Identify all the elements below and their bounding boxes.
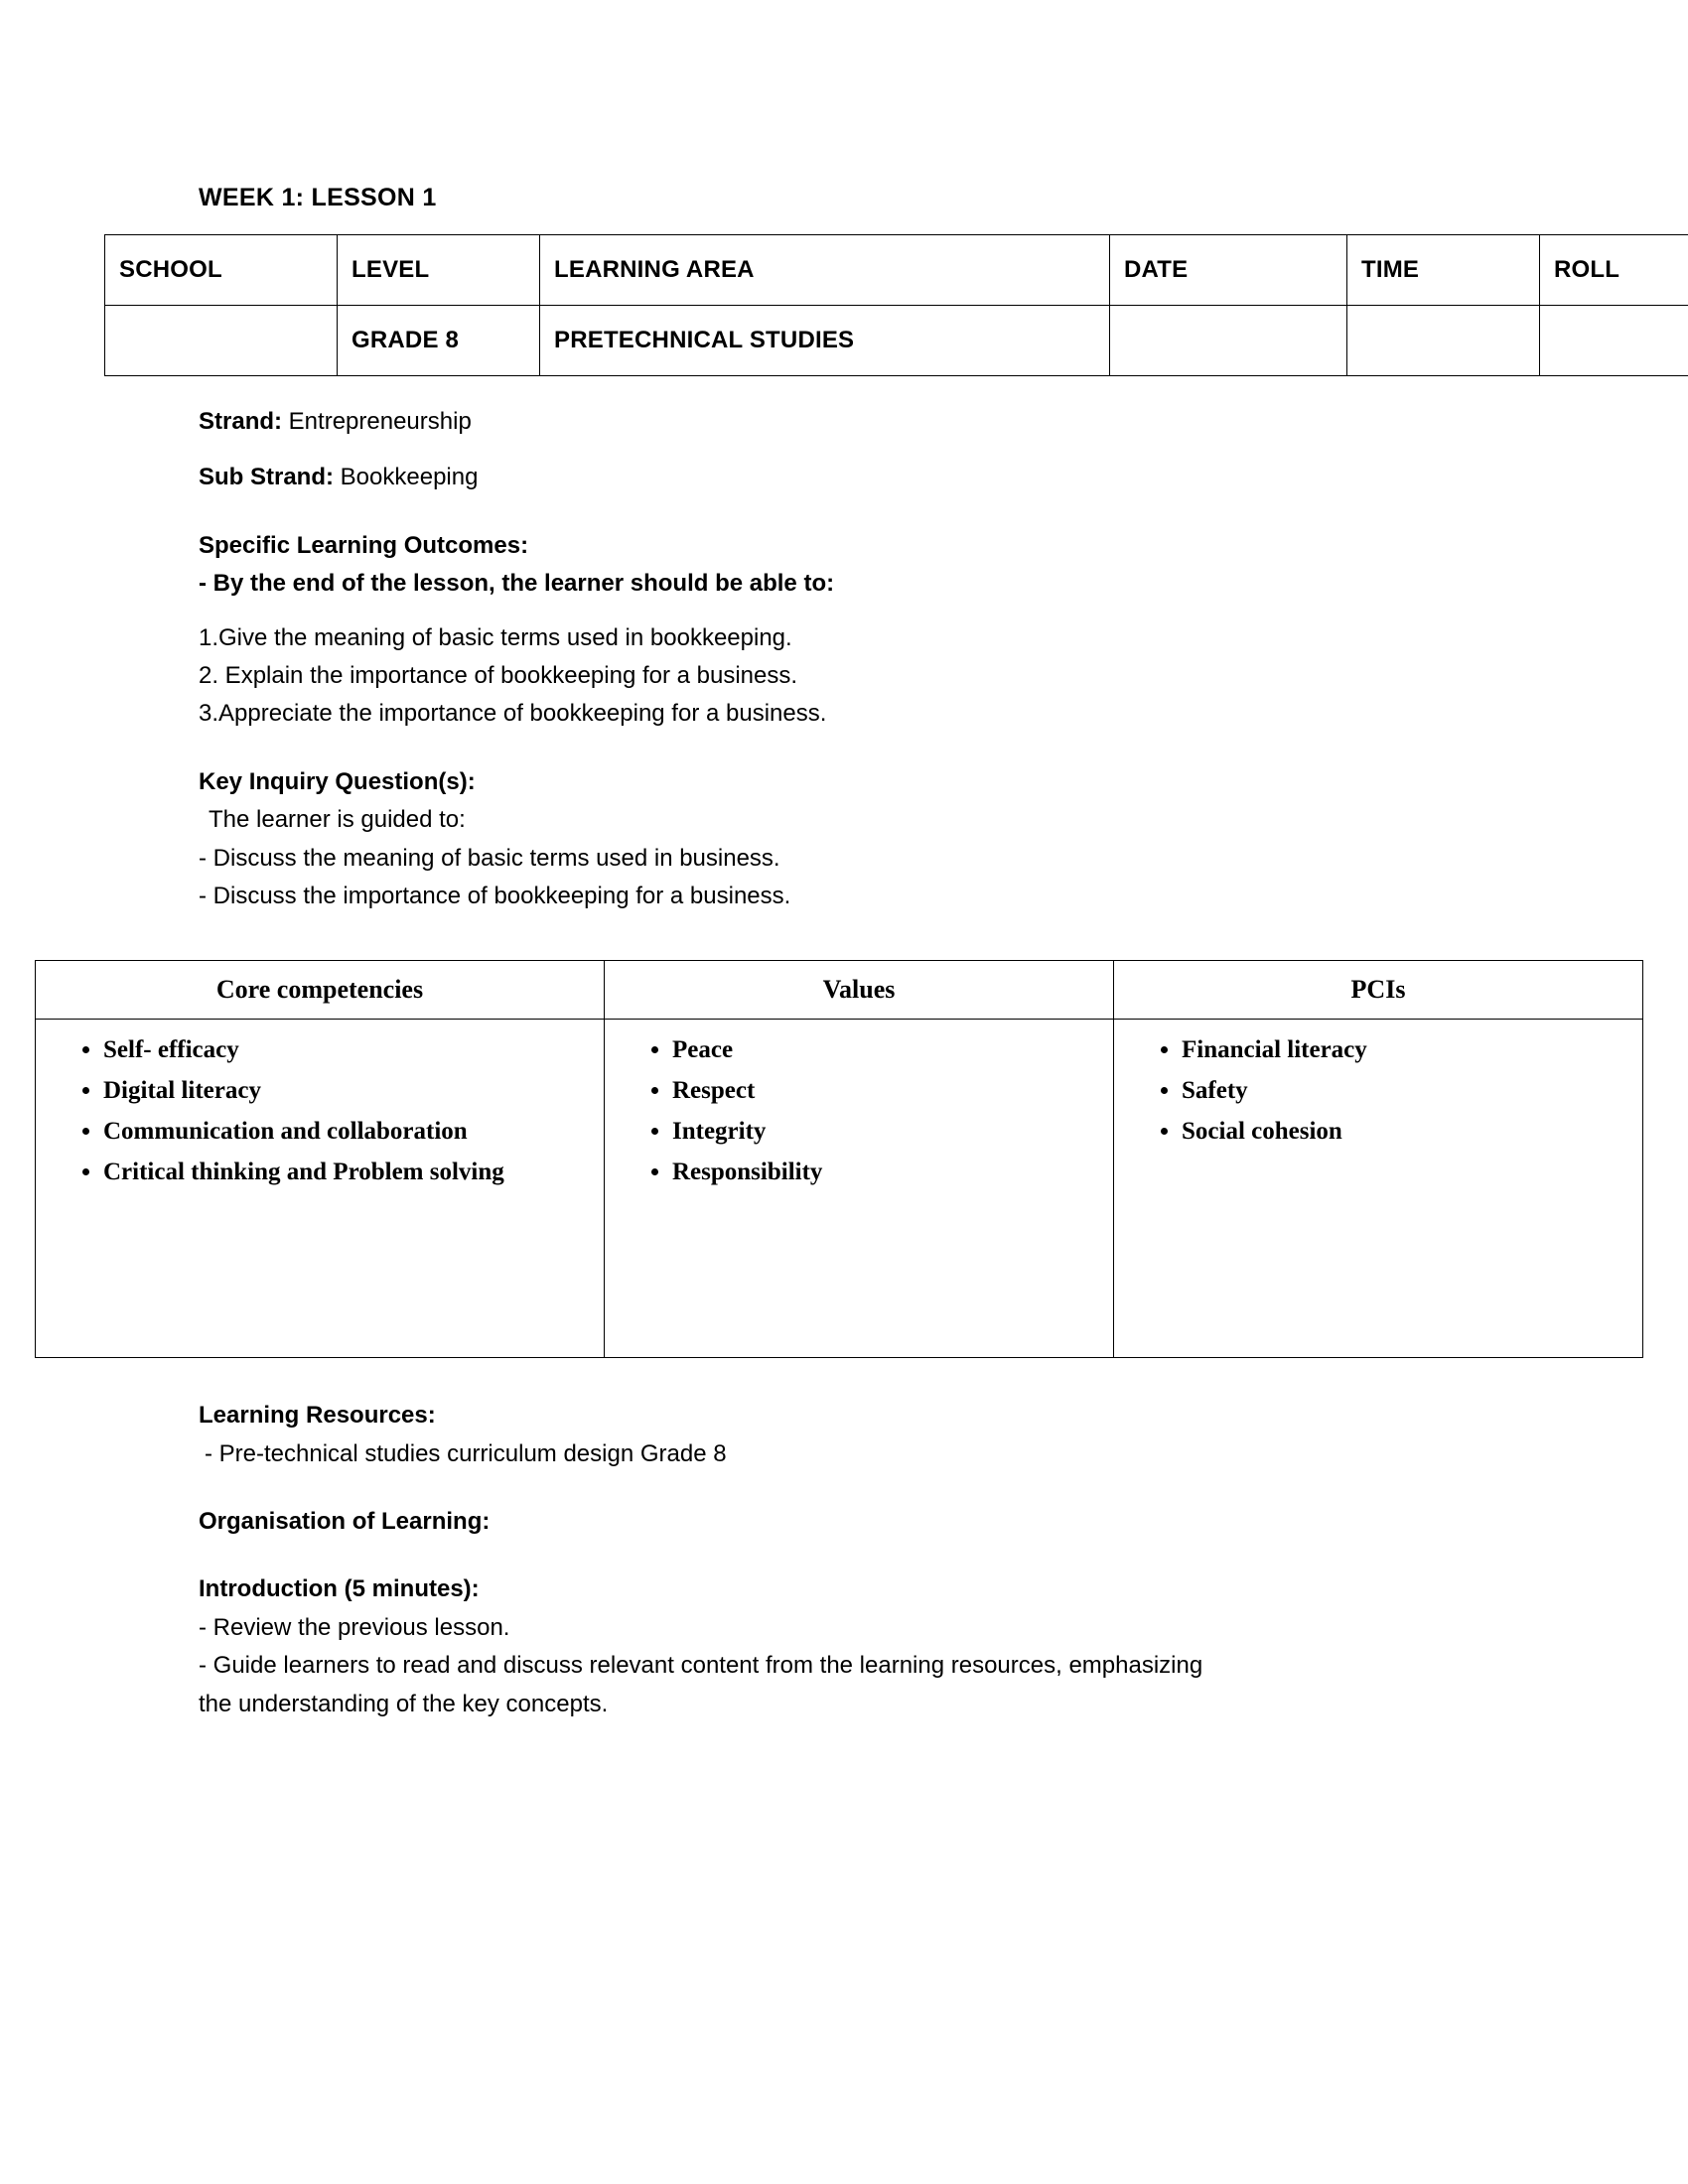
learning-resources-item: - Pre-technical studies curriculum design Grade 8 [205, 1439, 727, 1467]
outcome-item: 1.Give the meaning of basic terms used in bookkeeping. [199, 623, 792, 651]
list-item: • Integrity [672, 1115, 1000, 1149]
inquiry-item: - Discuss the meaning of basic terms used in business. [199, 844, 780, 872]
list-item: • Self- efficacy [103, 1033, 520, 1067]
header-pcis: PCIs [1114, 961, 1643, 1020]
header-values: Values [605, 961, 1114, 1020]
core-competencies-list [46, 1033, 594, 1188]
learning-resources-title: Learning Resources: [199, 1402, 436, 1430]
sub-strand-value: Bookkeeping [340, 464, 479, 491]
introduction-item: - Guide learners to read and discuss relevant content from the learning resources, emphasizing [199, 1652, 1203, 1680]
lesson-info-table [104, 234, 1688, 376]
list-item: • Critical thinking and Problem solving [103, 1156, 520, 1189]
list-item: • Digital literacy [103, 1074, 520, 1108]
value-learning-area: PRETECHNICAL STUDIES [540, 306, 1110, 376]
outcomes-title: Specific Learning Outcomes: [199, 531, 529, 559]
outcomes-subtitle: - By the end of the lesson, the learner should be able to: [199, 570, 835, 598]
header-core-competencies: Core competencies [36, 961, 605, 1020]
table-row [105, 306, 1688, 376]
cell-core-competencies [36, 1020, 605, 1358]
header-school: SCHOOL [105, 235, 338, 306]
value-time [1347, 306, 1540, 376]
header-date: DATE [1110, 235, 1347, 306]
cell-pcis [1114, 1020, 1643, 1358]
value-roll [1540, 306, 1688, 376]
list-item: • Financial literacy [1182, 1033, 1479, 1067]
list-item: • Responsibility [672, 1156, 1000, 1189]
header-level: LEVEL [338, 235, 540, 306]
page-title: WEEK 1: LESSON 1 [199, 184, 437, 211]
inquiry-lead: The learner is guided to: [209, 806, 466, 834]
list-item: • Respect [672, 1074, 1000, 1108]
list-item: • Communication and collaboration [103, 1115, 520, 1149]
strand-value: Entrepreneurship [288, 408, 472, 435]
strand-label: Strand: [199, 408, 282, 435]
strand-line [199, 406, 1539, 438]
list-item: • Social cohesion [1182, 1115, 1479, 1149]
pcis-list [1124, 1033, 1632, 1148]
competency-values-pcis-table [35, 960, 1643, 1358]
table-row [105, 235, 1688, 306]
values-list [615, 1033, 1103, 1188]
outcome-item: 2. Explain the importance of bookkeeping for a business. [199, 661, 798, 689]
introduction-item: the understanding of the key concepts. [199, 1690, 609, 1717]
organisation-title: Organisation of Learning: [199, 1508, 491, 1536]
header-learning-area: LEARNING AREA [540, 235, 1110, 306]
outcome-item: 3.Appreciate the importance of bookkeeping for a business. [199, 700, 827, 728]
sub-strand-line [199, 462, 1539, 493]
value-date [1110, 306, 1347, 376]
list-item: • Safety [1182, 1074, 1479, 1108]
sub-strand-label: Sub Strand: [199, 464, 334, 491]
inquiry-item: - Discuss the importance of bookkeeping for a business. [199, 882, 791, 909]
cell-values [605, 1020, 1114, 1358]
introduction-title: Introduction (5 minutes): [199, 1575, 480, 1603]
lesson-details [199, 406, 1539, 912]
header-time: TIME [1347, 235, 1540, 306]
list-item: • Peace [672, 1033, 1000, 1067]
introduction-item: - Review the previous lesson. [199, 1613, 510, 1641]
lesson-organisation [199, 1400, 1539, 1720]
table-row [36, 1020, 1643, 1358]
inquiry-title: Key Inquiry Question(s): [199, 767, 476, 795]
value-school [105, 306, 338, 376]
value-level: GRADE 8 [338, 306, 540, 376]
table-header-row [36, 961, 1643, 1020]
header-roll: ROLL [1540, 235, 1688, 306]
